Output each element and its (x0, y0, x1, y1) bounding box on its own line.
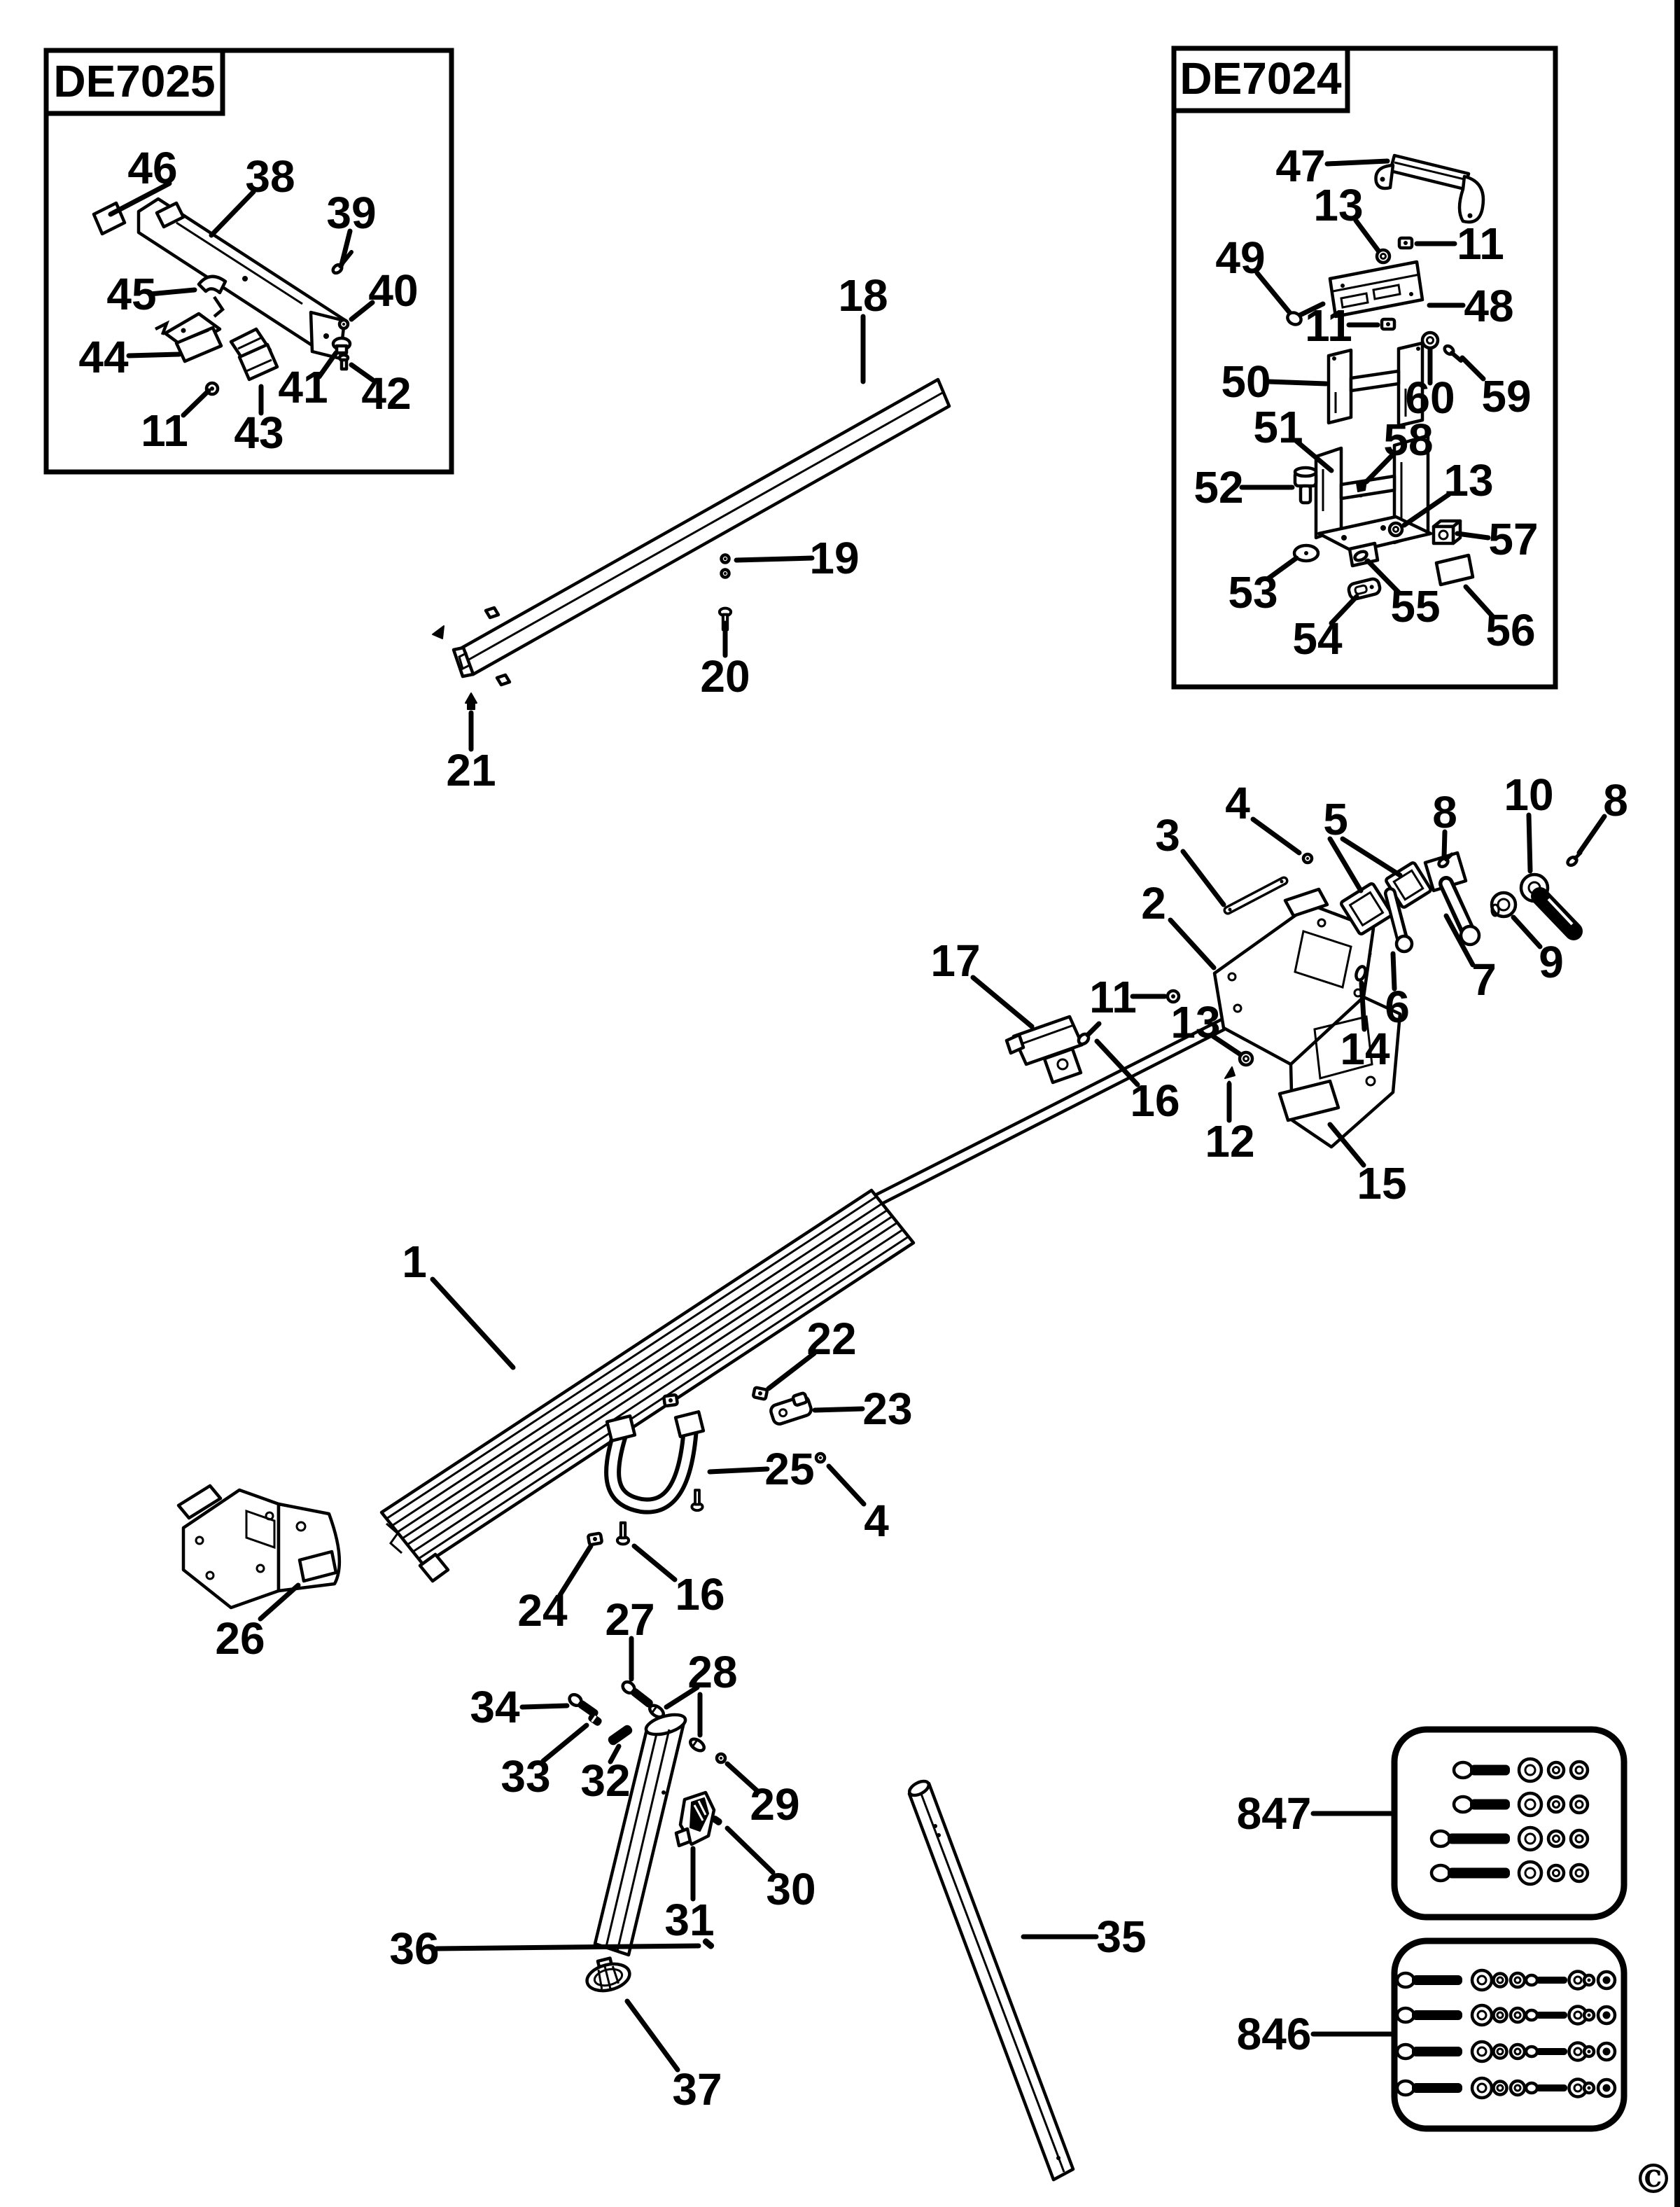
callout-52 (1194, 462, 1292, 513)
part-47-handle (1376, 155, 1483, 222)
part-60-washer (1422, 333, 1438, 348)
svg-text:44: 44 (78, 332, 129, 382)
svg-text:37: 37 (672, 2064, 722, 2115)
callout-51 (1253, 402, 1331, 471)
svg-text:34: 34 (470, 1682, 520, 1732)
callout-11 (141, 391, 209, 456)
svg-text:11: 11 (1089, 972, 1137, 1022)
callout-15 (1330, 1125, 1407, 1209)
part-42-screw (340, 355, 348, 369)
svg-text:42: 42 (361, 368, 412, 419)
part-4-nut (816, 1454, 825, 1462)
callout-21 (446, 713, 496, 795)
callout-54 (1292, 597, 1357, 664)
inset-de7025-title: DE7025 (53, 56, 216, 106)
svg-text:4: 4 (864, 1496, 889, 1546)
kit-846-box (1394, 1941, 1624, 2129)
svg-text:4: 4 (1225, 778, 1250, 828)
svg-text:20: 20 (700, 651, 750, 702)
callout-34 (470, 1682, 567, 1732)
svg-text:847: 847 (1236, 1788, 1312, 1839)
part-11-nut (1382, 319, 1394, 329)
part-19-screws (722, 555, 729, 578)
svg-text:16: 16 (1130, 1075, 1180, 1126)
svg-text:21: 21 (446, 745, 496, 795)
part-1-beam (382, 1190, 913, 1581)
callout-13 (1313, 180, 1378, 251)
svg-text:3: 3 (1155, 810, 1180, 861)
part-52-knob-bolt (1295, 468, 1316, 503)
svg-text:50: 50 (1221, 356, 1271, 407)
part-45-clip (199, 277, 225, 316)
part-56-label (1436, 555, 1473, 585)
callout-19 (736, 533, 860, 583)
svg-text:40: 40 (368, 265, 419, 316)
svg-text:30: 30 (766, 1864, 816, 1914)
part-33-pin (588, 1713, 602, 1727)
svg-text:32: 32 (580, 1755, 631, 1806)
svg-text:26: 26 (215, 1613, 265, 1664)
part-3-rod (1228, 880, 1284, 912)
svg-text:9: 9 (1539, 937, 1564, 987)
callout-59 (1462, 358, 1532, 422)
svg-text:46: 46 (127, 143, 178, 193)
svg-text:11: 11 (1305, 300, 1352, 351)
part-screw (692, 1490, 702, 1510)
svg-text:35: 35 (1096, 1912, 1147, 1962)
copyright-mark: © (1633, 2155, 1674, 2203)
callout-847 (1237, 1788, 1393, 1839)
callout-18 (838, 270, 888, 382)
svg-text:15: 15 (1357, 1158, 1407, 1209)
svg-text:57: 57 (1488, 514, 1539, 564)
part-59-screw (1443, 344, 1461, 361)
svg-text:59: 59 (1481, 371, 1532, 422)
svg-text:60: 60 (1405, 373, 1455, 423)
svg-text:18: 18 (838, 270, 888, 321)
callout-6 (1385, 954, 1410, 1032)
callout-35 (1023, 1912, 1147, 1962)
svg-text:48: 48 (1464, 281, 1514, 331)
callout-45 (106, 269, 195, 319)
callout-29 (727, 1764, 800, 1830)
svg-text:846: 846 (1236, 2009, 1312, 2059)
svg-text:24: 24 (517, 1585, 568, 1636)
part-28-ferrule (688, 1736, 706, 1753)
svg-text:39: 39 (326, 188, 377, 238)
callout-40 (351, 265, 419, 319)
page-edge-strip (1674, 0, 1680, 2207)
svg-text:54: 54 (1292, 613, 1343, 664)
part-21-screw (465, 693, 477, 709)
part-37-foot (583, 1954, 633, 1995)
part-29-nut (717, 1754, 725, 1762)
svg-text:13: 13 (1313, 180, 1364, 230)
callout-846 (1237, 2009, 1393, 2059)
svg-text:31: 31 (664, 1895, 715, 1945)
callout-44 (78, 332, 179, 382)
part-23-clip (769, 1392, 813, 1426)
callout-23 (815, 1384, 913, 1434)
svg-text:51: 51 (1253, 402, 1303, 452)
svg-text:55: 55 (1390, 581, 1441, 632)
svg-text:23: 23 (862, 1384, 913, 1434)
callout-25 (710, 1444, 815, 1494)
callout-42 (351, 365, 412, 419)
callout-33 (500, 1725, 587, 1802)
svg-text:17: 17 (930, 935, 981, 986)
part-10-cam-lever (1521, 875, 1574, 931)
svg-text:52: 52 (1194, 462, 1244, 513)
svg-text:10: 10 (1504, 770, 1554, 820)
callout-36 (389, 1923, 699, 1974)
part-40-washer (340, 320, 348, 328)
callout-50 (1221, 356, 1326, 407)
svg-text:33: 33 (500, 1751, 551, 1802)
callout-37 (627, 2001, 722, 2115)
part-13-washer (1390, 523, 1402, 536)
svg-text:2: 2 (1141, 878, 1166, 928)
callout-16 (1097, 1041, 1180, 1126)
callout-49 (1215, 232, 1289, 312)
part-16-screw (617, 1523, 629, 1545)
part-9-bushing (1492, 893, 1516, 917)
part-32-pin (608, 1725, 633, 1746)
callout-43 (234, 387, 284, 458)
callout-8 (1432, 787, 1457, 857)
callout-11 (1417, 218, 1504, 269)
svg-text:28: 28 (687, 1647, 738, 1697)
svg-text:13: 13 (1170, 997, 1221, 1047)
callout-27 (605, 1594, 654, 1679)
svg-text:22: 22 (806, 1314, 857, 1364)
callout-38 (211, 151, 295, 235)
callout-8 (1579, 775, 1628, 853)
callout-11 (1089, 972, 1165, 1022)
part-18-rail (433, 380, 949, 685)
part-11-nut (1399, 238, 1412, 248)
svg-text:53: 53 (1228, 567, 1278, 618)
svg-text:13: 13 (1443, 455, 1494, 506)
callout-48 (1429, 281, 1514, 331)
svg-text:7: 7 (1471, 954, 1497, 1005)
callout-41 (278, 353, 336, 412)
svg-text:41: 41 (278, 362, 328, 412)
svg-text:29: 29 (750, 1779, 800, 1830)
callout-2 (1141, 878, 1214, 968)
svg-text:27: 27 (605, 1594, 655, 1645)
callout-9 (1513, 917, 1564, 987)
part-end-bracket (178, 1486, 340, 1608)
callout-31 (664, 1849, 714, 1945)
callout-12 (1205, 1084, 1254, 1167)
svg-text:11: 11 (1457, 218, 1504, 269)
svg-text:58: 58 (1383, 415, 1434, 465)
callout-24 (517, 1546, 591, 1636)
part-43-bracket (231, 329, 277, 380)
callout-4 (1225, 778, 1299, 853)
part-27-bolt (621, 1680, 654, 1709)
svg-text:11: 11 (141, 405, 188, 456)
callout-1 (402, 1237, 513, 1367)
callout-53 (1228, 558, 1296, 618)
svg-text:45: 45 (106, 269, 157, 319)
part-24-nut (588, 1533, 602, 1545)
svg-text:38: 38 (245, 151, 295, 202)
inset-de7024-title: DE7024 (1180, 53, 1342, 104)
part-4-nut (1303, 854, 1312, 863)
svg-text:12: 12 (1205, 1116, 1255, 1167)
svg-text:8: 8 (1603, 775, 1628, 826)
svg-text:43: 43 (234, 408, 284, 458)
callout-17 (930, 935, 1032, 1026)
part-25-handle (607, 1412, 704, 1505)
svg-text:6: 6 (1385, 982, 1410, 1032)
svg-text:56: 56 (1485, 605, 1536, 655)
part-54-clip (1348, 578, 1381, 600)
svg-text:5: 5 (1323, 794, 1348, 844)
svg-text:47: 47 (1275, 141, 1326, 191)
svg-text:8: 8 (1432, 787, 1457, 837)
svg-text:36: 36 (389, 1923, 440, 1974)
svg-text:16: 16 (675, 1569, 725, 1620)
svg-text:25: 25 (764, 1444, 815, 1494)
callout-30 (727, 1828, 816, 1914)
callout-4 (829, 1466, 889, 1546)
svg-text:49: 49 (1215, 232, 1266, 283)
callout-55 (1368, 561, 1441, 632)
callout-10 (1504, 770, 1553, 871)
part-22-nut (753, 1387, 768, 1399)
callout-32 (580, 1746, 630, 1806)
kit-847-box (1394, 1729, 1624, 1917)
svg-text:1: 1 (402, 1237, 427, 1287)
part-35-leg-tube (907, 1778, 1073, 2180)
svg-text:14: 14 (1340, 1024, 1390, 1074)
part-31-leg-lock (676, 1792, 714, 1846)
part-17-clamp (1007, 1017, 1082, 1082)
part-24-nut (664, 1395, 678, 1406)
svg-text:19: 19 (809, 533, 860, 583)
callout-56 (1466, 587, 1536, 655)
callout-20 (700, 623, 750, 702)
